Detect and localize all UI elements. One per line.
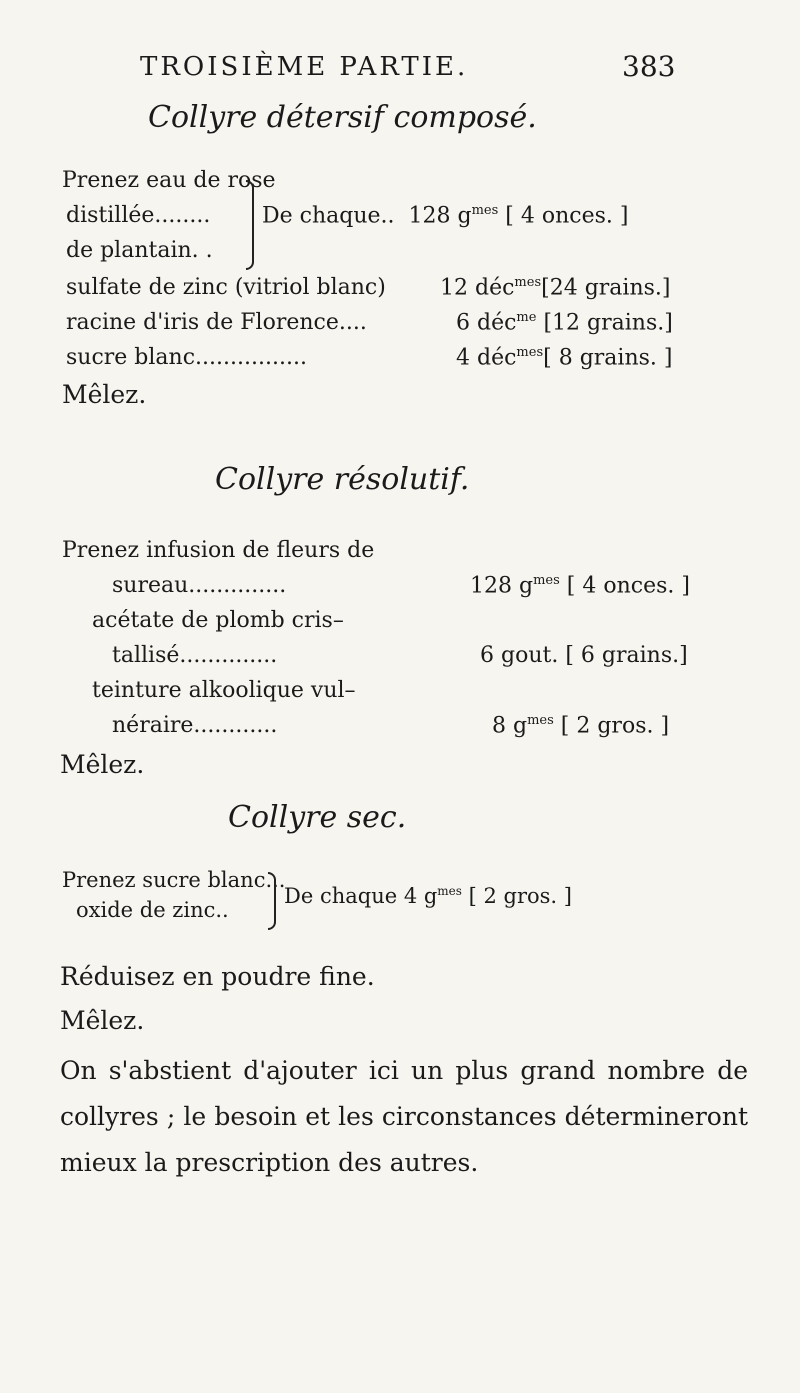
brace [268,872,276,930]
brace-quantity: De chaque 4 $g^{mes}$ [ 2 gros. ] [284,884,572,908]
ingredient-line: néraire............ [112,713,278,738]
quantity: 12 déc$^{mes}$[24 grains.] [440,275,671,301]
closing-melez: Mêlez. [60,750,145,779]
ingredient-line: Prenez infusion de fleurs de [62,538,375,563]
ingredient-line: sulfate de zinc (vitriol blanc) [66,275,386,300]
section-title-sec: Collyre sec. [228,800,407,835]
ingredient-line: oxide de zinc.. [76,898,229,922]
section-title-detersif: Collyre détersif composé. [148,100,537,135]
ingredient-line: sucre blanc................ [66,345,307,370]
ingredient-line: sureau.............. [112,573,287,598]
ingredient-line: distillée........ [66,203,211,228]
ingredient-line: racine d'iris de Florence.... [66,310,367,335]
quantity: 8 $g^{mes}$ [ 2 gros. ] [492,713,670,739]
quantity: 6 déc$^{me}$ [12 grains.] [456,310,673,336]
ingredient-line: Prenez sucre blanc... [62,868,286,892]
ingredient-line: teinture alkoolique vul– [92,678,356,703]
closing-paragraph: On s'abstient d'ajouter ici un plus grand nombre de collyres ; le besoin et les circonstances détermineront mieux la prescription des autres. [60,1056,748,1177]
quantity: 6 gout. [ 6 grains.] [480,643,688,668]
ingredient-line: acétate de plomb cris– [92,608,344,633]
instruction: Réduisez en poudre fine. [60,962,375,991]
closing-melez: Mêlez. [60,1006,145,1035]
ingredient-line: tallisé.............. [112,643,278,668]
running-title: TROISIÈME PARTIE. [140,52,469,82]
ingredient-line: Prenez eau de rose [62,168,276,193]
closing-melez: Mêlez. [62,380,147,409]
section-title-resolutif: Collyre résolutif. [215,462,470,497]
brace-quantity: De chaque.. 128 $g^{mes}$ [ 4 onces. ] [262,203,629,229]
ingredient-line: de plantain. . [66,238,213,263]
brace [246,180,254,270]
quantity: 4 déc$^{mes}$[ 8 grains. ] [456,345,673,371]
page-number: 383 [622,50,676,83]
quantity: 128 $g^{mes}$ [ 4 onces. ] [470,573,690,599]
